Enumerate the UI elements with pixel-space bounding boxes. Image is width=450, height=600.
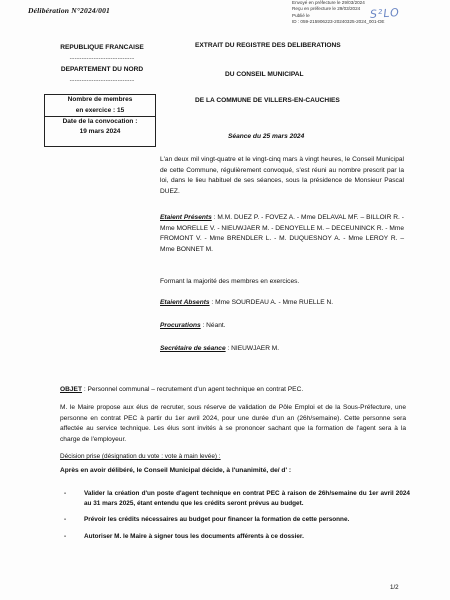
majority-paragraph: Formant la majorité des membres en exercices. (160, 278, 300, 285)
register-title: EXTRAIT DU REGISTRE DES DELIBERATIONS (195, 42, 341, 49)
list-item: - Valider la création d'un poste d'agent technique en contrat PEC à raison de 26h/semaine du 1er avril 2024 au 31 mars 2025, étant entendu que les crédits seront prévus au budget. (60, 489, 410, 508)
divider: --------------------------- (69, 55, 135, 62)
objet-text: : Personnel communal – recrutement d'un agent technique en contrat PEC. (81, 386, 304, 393)
seance-date: Séance du 25 mars 2024 (228, 133, 305, 140)
left-header (42, 42, 162, 86)
decision-label-line (60, 452, 260, 463)
country-label: REPUBLIQUE FRANCAISE (60, 44, 144, 51)
convocation-label: Date de la convocation : (45, 116, 155, 127)
presents-label: Etaient Présents (160, 214, 212, 221)
stamp-line: ID : 059-215906223-20240325-2024_001-DE (292, 18, 385, 24)
department-label: DEPARTEMENT DU NORD (60, 66, 144, 73)
members-box (44, 94, 156, 147)
stamp-line: Publié le (292, 12, 310, 18)
secretaire-paragraph (160, 344, 404, 355)
absents-list: : Mme SOURDEAU A. - Mme RUELLE N. (209, 299, 334, 306)
list-item: - Prévoir les crédits nécessaires au budget pour financer la formation de cette personne. (60, 515, 410, 525)
procurations-value: : Néant. (200, 322, 226, 329)
list-item: - Autoriser M. le Maire à signer tous les documents afférents à ce dossier. (60, 532, 410, 542)
secretaire-value: : NIEUWJAER M. (225, 345, 280, 352)
stamp-signature: S²LO (369, 5, 401, 22)
absents-paragraph (160, 298, 404, 309)
members-count: en exercice : 15 (75, 106, 125, 114)
prefecture-stamp (292, 0, 442, 36)
procurations-label: Procurations (160, 322, 201, 329)
intro-paragraph: L'an deux mil vingt-quatre et le vingt-cinq mars à vingt heures, le Conseil Municipal de cette Commune, régulièrement convoqué, s'est réuni au nombre prescrit par la loi, dans le lieu habituel de ses séances, sous la présidence de Monsieur Pascal DUEZ. (160, 156, 404, 196)
objet-label: OBJET (60, 386, 82, 393)
stamp-line: Reçu en préfecture le 29/03/2024 (292, 6, 361, 12)
decision-label: Décision prise (désignation du vote : vote à main levée) (60, 453, 218, 460)
decision-list (60, 489, 410, 548)
secretaire-label: Secrétaire de séance (160, 345, 226, 352)
page-number: 1/2 (390, 584, 399, 591)
presents-paragraph (160, 213, 404, 256)
objet-line (60, 386, 410, 393)
stamp-line: Envoyé en préfecture le 29/03/2024 (292, 0, 365, 5)
proposal-paragraph: M. le Maire propose aux élus de recruter, sous réserve de validation de Pôle Emploi et de la Sous-Préfecture, une personne en contrat PEC à partir du 1er avril 2024, pour une durée d'un an (26h/semaine). Cette personne sera affectée au service technique. Les élus sont invités à se prononcer sachant que la formation de l'agent sera à la charge de l'employeur. (60, 404, 406, 444)
divider: --------------------------- (69, 77, 135, 84)
commune-title: DE LA COMMUNE DE VILLERS-EN-CAUCHIES (195, 97, 340, 104)
members-label: Nombre de membres (67, 96, 133, 103)
decision-suffix: : (217, 453, 221, 460)
presents-list: : M.M. DUEZ P. - FOVEZ A. - Mme DELAVAL MF. – BILLOIR R. - Mme MORELLE V. - NIEUWJAER M. - DENOYELLE M. – DECEUNINCK R. - Mme FROMONT V. - Mme BRENDLER L. - M. DUQUESNOY A. - Mme LEROY R. – Mme BONNET M. (160, 214, 405, 254)
deliberation-number: Délibération N°2024/001 (28, 6, 110, 15)
convocation-date: 19 mars 2024 (79, 127, 121, 135)
decision-intro: Après en avoir délibéré, le Conseil Municipal décide, à l'unanimité, de/ d' : (60, 467, 292, 474)
procurations-paragraph (160, 321, 404, 332)
council-title: DU CONSEIL MUNICIPAL (225, 71, 304, 78)
absents-label: Etaient Absents (160, 299, 210, 306)
